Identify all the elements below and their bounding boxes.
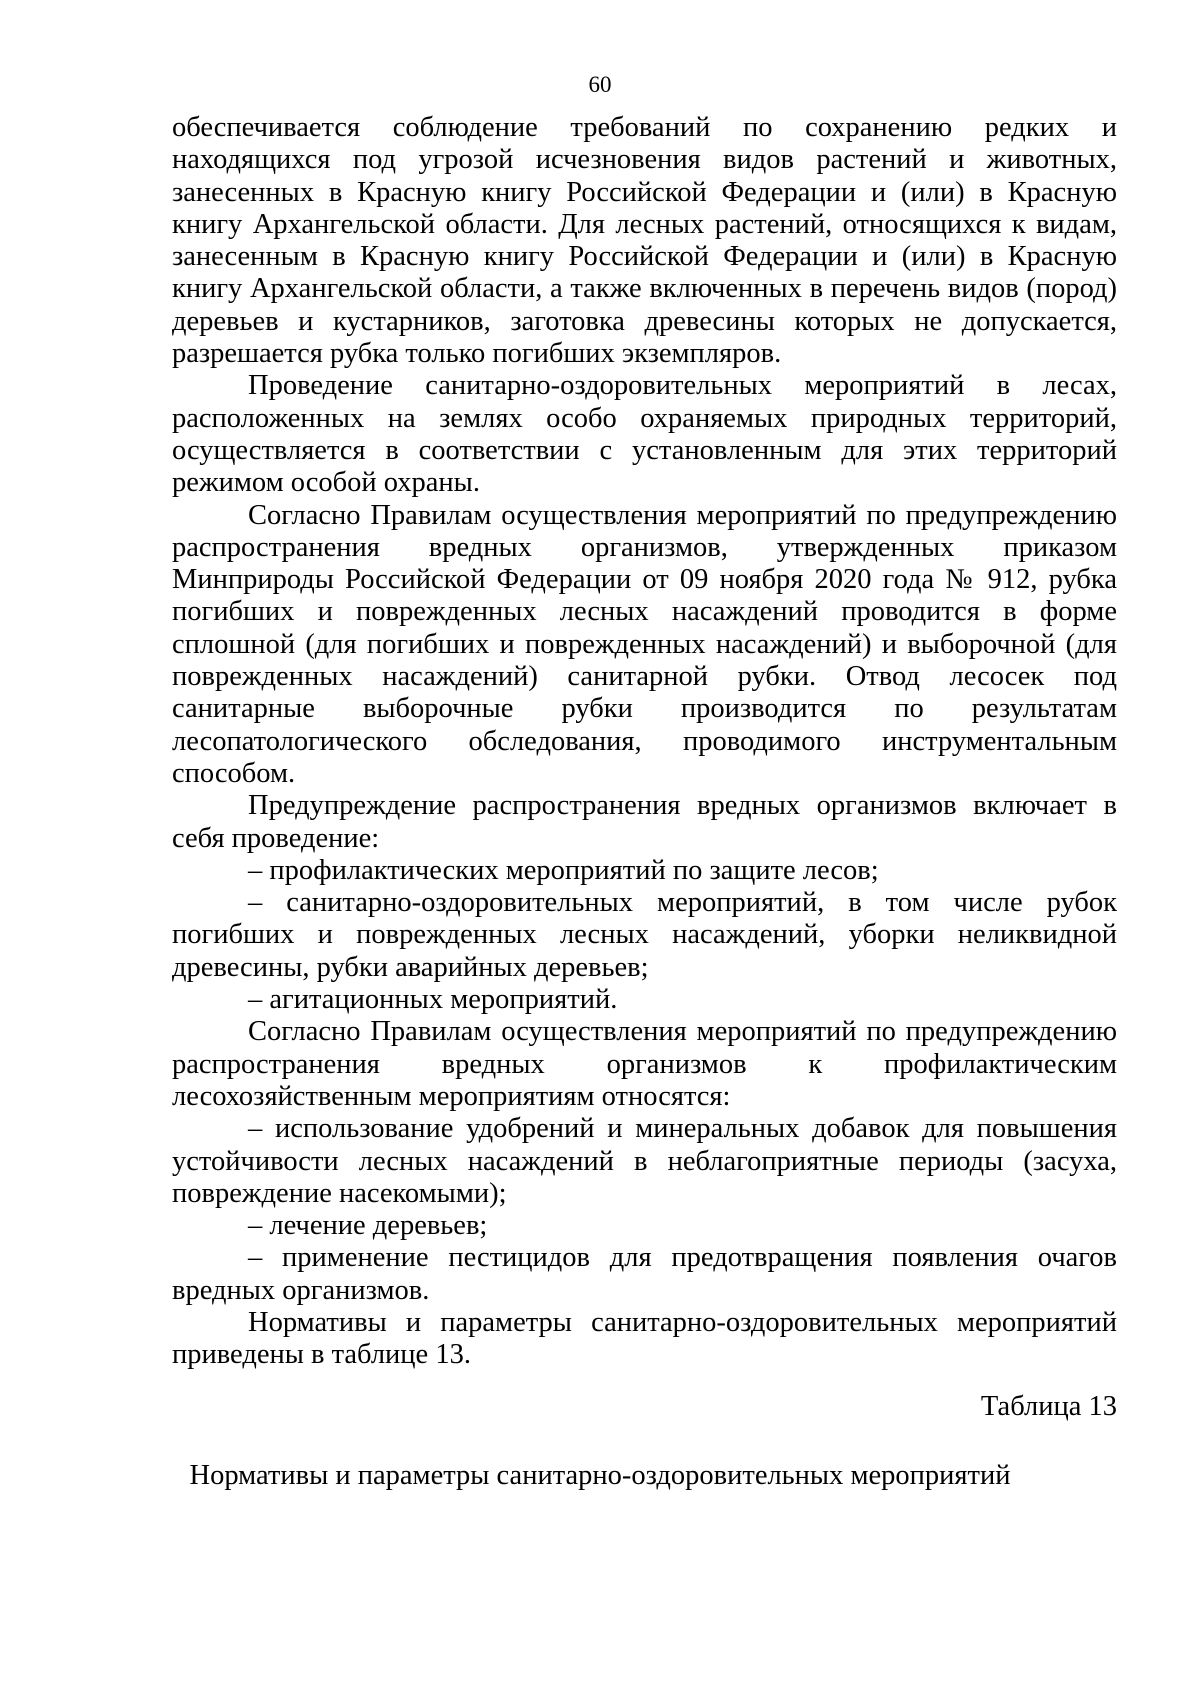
paragraph-sanitary-felling: Согласно Правилам осуществления мероприятий по предупреждению распространения вредных организмов, утвержденных приказом Минприроды Российской Федерации от 09 ноября 2020 года № 912, рубка погибших и поврежденных лесных насаждений проводится в форме сплошной (для погибших и поврежденных насаждений) и выборочной (для поврежденных насаждений) санитарной рубки. Отвод лесосек под санитарные выборочные рубки производится по результатам лесопатологического обследования, проводимого инструментальным способом.	[172, 499, 1117, 789]
body-text	[172, 112, 1117, 1372]
paragraph-red-book: обеспечивается соблюдение требований по сохранению редких и находящихся под угрозой исчезновения видов растений и животных, занесенных в Красную книгу Российской Федерации и (или) в Красную книгу Архангельской области. Для лесных растений, относящихся к видам, занесенным в Красную книгу Российской Федерации и (или) в Красную книгу Архангельской области, а также включенных в перечень видов (пород) деревьев и кустарников, заготовка древесины которых не допускается, разрешается рубка только погибших экземпляров.	[172, 112, 1117, 370]
paragraph-table-reference: Нормативы и параметры санитарно-оздоровительных мероприятий приведены в таблице 13.	[172, 1306, 1117, 1371]
table-label: Таблица 13	[980, 1391, 1117, 1422]
list-item: – лечение деревьев;	[248, 1210, 488, 1242]
table-title: Нормативы и параметры санитарно-оздоровительных мероприятий	[189, 1460, 1011, 1491]
list-item: – профилактических мероприятий по защите лесов;	[248, 854, 879, 886]
paragraph-protected-areas: Проведение санитарно-оздоровительных мероприятий в лесах, расположенных на землях особо охраняемых природных территорий, осуществляется в соответствии с установленным для этих территорий режимом особой охраны.	[172, 370, 1117, 499]
list-item: – агитационных мероприятий.	[248, 984, 618, 1016]
list-item: – использование удобрений и минеральных добавок для повышения устойчивости лесных насаждений в неблагоприятные периоды (засуха, повреждение насекомыми);	[172, 1113, 1117, 1209]
list-item: – санитарно-оздоровительных мероприятий, в том числе рубок погибших и поврежденных лесных насаждений, уборки неликвидной древесины, рубки аварийных деревьев;	[172, 887, 1117, 983]
page-number: 60	[588, 72, 612, 97]
paragraph-prevention-intro: Предупреждение распространения вредных организмов включает в себя проведение:	[172, 790, 1117, 854]
paragraph-preventive-measures: Согласно Правилам осуществления мероприятий по предупреждению распространения вредных организмов к профилактическим лесохозяйственным мероприятиям относятся:	[172, 1016, 1117, 1112]
list-item: – применение пестицидов для предотвращения появления очагов вредных организмов.	[172, 1242, 1117, 1306]
